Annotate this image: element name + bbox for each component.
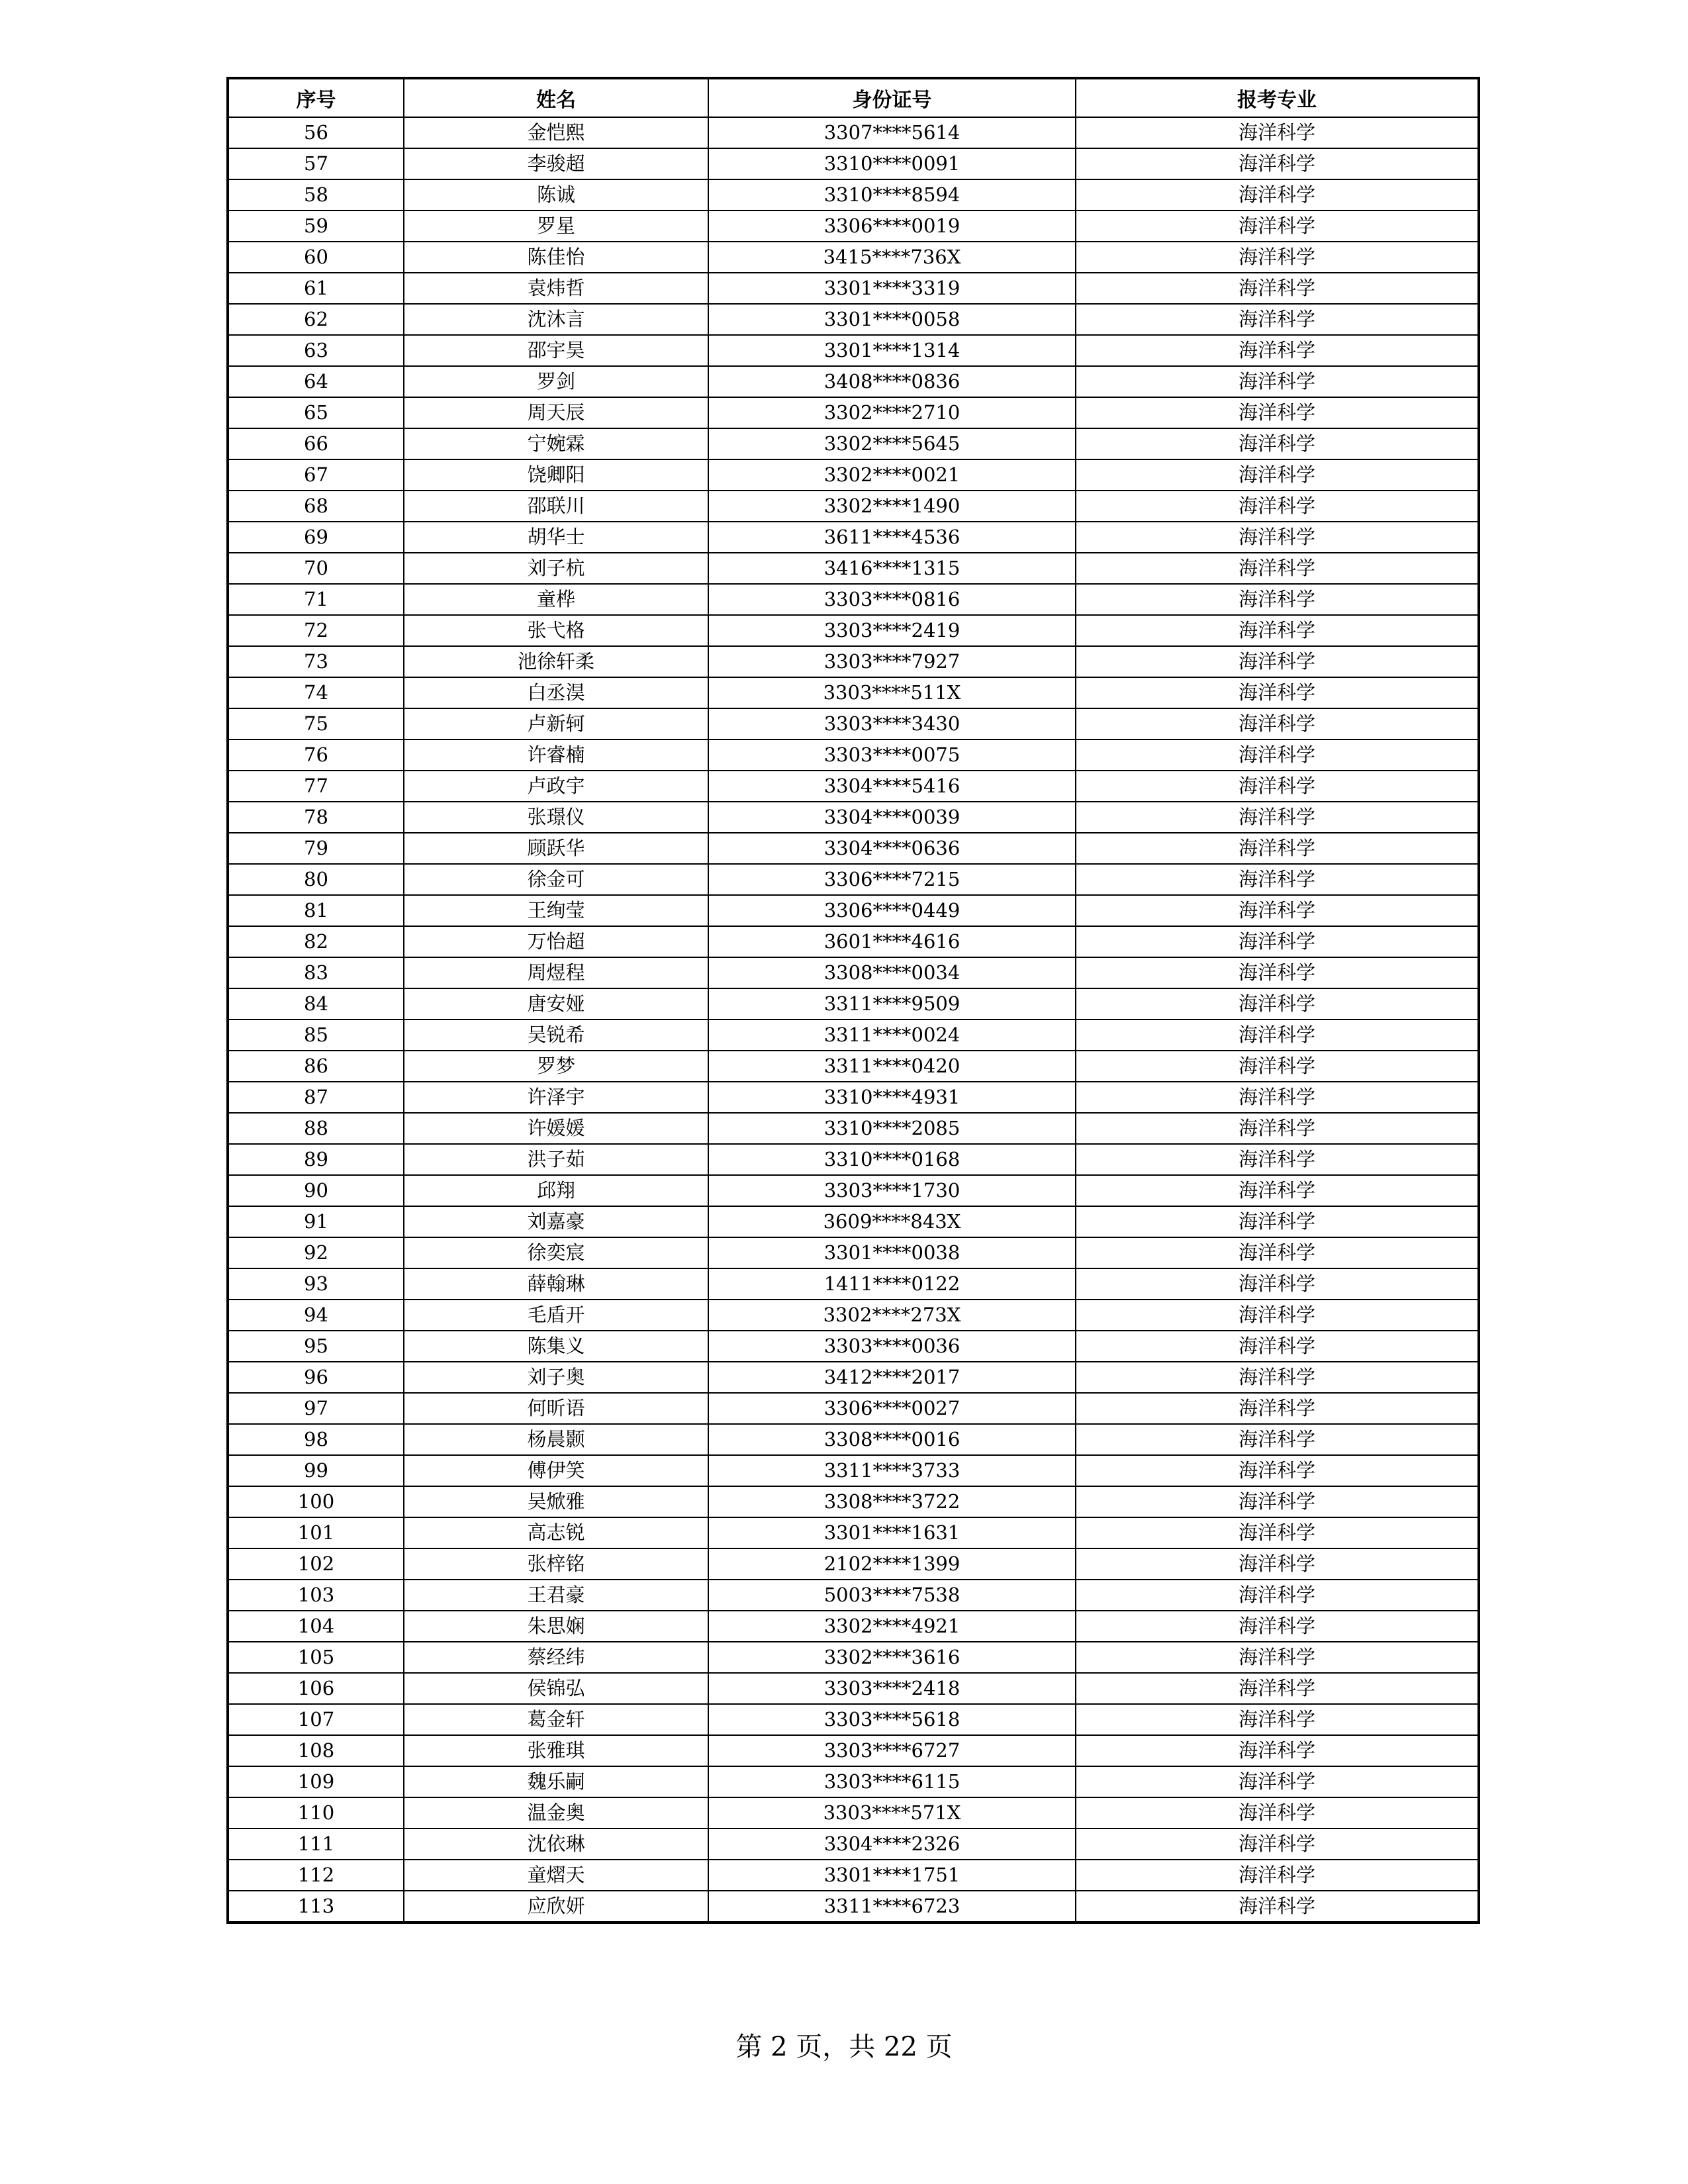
- table-row: [228, 1455, 1479, 1486]
- cell-index: 84: [228, 988, 404, 1020]
- cell-major: 海洋科学: [1076, 1082, 1479, 1113]
- cell-name: 周煜程: [404, 957, 708, 988]
- cell-index: 73: [228, 646, 404, 677]
- table-row: [228, 1424, 1479, 1455]
- cell-name: 张璟仪: [404, 802, 708, 833]
- cell-id-number: 3306****0449: [708, 895, 1076, 926]
- cell-id-number: 3310****8594: [708, 179, 1076, 211]
- cell-index: 69: [228, 522, 404, 553]
- table-row: [228, 1144, 1479, 1175]
- table-row: [228, 615, 1479, 646]
- table-row: [228, 117, 1479, 148]
- table-row: [228, 1642, 1479, 1673]
- cell-major: 海洋科学: [1076, 1704, 1479, 1735]
- table-row: [228, 1611, 1479, 1642]
- cell-major: 海洋科学: [1076, 864, 1479, 895]
- cell-id-number: 3311****0420: [708, 1051, 1076, 1082]
- cell-major: 海洋科学: [1076, 211, 1479, 242]
- cell-index: 86: [228, 1051, 404, 1082]
- cell-major: 海洋科学: [1076, 926, 1479, 957]
- cell-name: 何昕语: [404, 1393, 708, 1424]
- cell-major: 海洋科学: [1076, 1455, 1479, 1486]
- cell-index: 63: [228, 335, 404, 366]
- table-row: [228, 1020, 1479, 1051]
- table-row: [228, 1548, 1479, 1580]
- cell-index: 105: [228, 1642, 404, 1673]
- cell-name: 邱翔: [404, 1175, 708, 1206]
- table-row: [228, 988, 1479, 1020]
- cell-id-number: 3301****1631: [708, 1517, 1076, 1548]
- cell-major: 海洋科学: [1076, 1766, 1479, 1797]
- cell-index: 78: [228, 802, 404, 833]
- table-row: [228, 242, 1479, 273]
- cell-major: 海洋科学: [1076, 1051, 1479, 1082]
- cell-name: 王绚莹: [404, 895, 708, 926]
- cell-major: 海洋科学: [1076, 1237, 1479, 1268]
- cell-index: 93: [228, 1268, 404, 1300]
- cell-major: 海洋科学: [1076, 739, 1479, 771]
- cell-major: 海洋科学: [1076, 802, 1479, 833]
- table-row: [228, 1082, 1479, 1113]
- cell-index: 64: [228, 366, 404, 397]
- cell-index: 62: [228, 304, 404, 335]
- cell-name: 卢新轲: [404, 708, 708, 739]
- table-row: [228, 1300, 1479, 1331]
- cell-major: 海洋科学: [1076, 1331, 1479, 1362]
- table-row: [228, 1268, 1479, 1300]
- candidate-table: [226, 77, 1480, 1924]
- cell-name: 薛翰琳: [404, 1268, 708, 1300]
- cell-index: 108: [228, 1735, 404, 1766]
- table-row: [228, 1766, 1479, 1797]
- table-row: [228, 1828, 1479, 1860]
- cell-major: 海洋科学: [1076, 1548, 1479, 1580]
- table-row: [228, 864, 1479, 895]
- cell-name: 葛金轩: [404, 1704, 708, 1735]
- cell-index: 85: [228, 1020, 404, 1051]
- table-row: [228, 1331, 1479, 1362]
- cell-id-number: 3303****2419: [708, 615, 1076, 646]
- cell-id-number: 3601****4616: [708, 926, 1076, 957]
- cell-id-number: 3303****1730: [708, 1175, 1076, 1206]
- cell-major: 海洋科学: [1076, 459, 1479, 491]
- table-row: [228, 1362, 1479, 1393]
- cell-name: 刘子杭: [404, 553, 708, 584]
- cell-major: 海洋科学: [1076, 646, 1479, 677]
- cell-id-number: 3301****1751: [708, 1860, 1076, 1891]
- cell-name: 陈诚: [404, 179, 708, 211]
- cell-id-number: 3303****6727: [708, 1735, 1076, 1766]
- cell-id-number: 3302****273X: [708, 1300, 1076, 1331]
- cell-id-number: 3310****0091: [708, 148, 1076, 179]
- cell-id-number: 3611****4536: [708, 522, 1076, 553]
- cell-major: 海洋科学: [1076, 179, 1479, 211]
- table-row: [228, 211, 1479, 242]
- cell-major: 海洋科学: [1076, 1860, 1479, 1891]
- table-row: [228, 771, 1479, 802]
- cell-major: 海洋科学: [1076, 366, 1479, 397]
- cell-id-number: 3311****6723: [708, 1891, 1076, 1923]
- cell-index: 75: [228, 708, 404, 739]
- cell-id-number: 1411****0122: [708, 1268, 1076, 1300]
- cell-major: 海洋科学: [1076, 1300, 1479, 1331]
- cell-id-number: 3302****4921: [708, 1611, 1076, 1642]
- cell-index: 94: [228, 1300, 404, 1331]
- cell-name: 杨晨颢: [404, 1424, 708, 1455]
- cell-index: 103: [228, 1580, 404, 1611]
- cell-id-number: 3302****1490: [708, 491, 1076, 522]
- cell-id-number: 3303****571X: [708, 1797, 1076, 1828]
- cell-id-number: 3609****843X: [708, 1206, 1076, 1237]
- cell-id-number: 3301****1314: [708, 335, 1076, 366]
- table-row: [228, 957, 1479, 988]
- cell-name: 罗梦: [404, 1051, 708, 1082]
- cell-name: 吴锐希: [404, 1020, 708, 1051]
- column-header-id-number: 身份证号: [708, 78, 1076, 117]
- table-row: [228, 677, 1479, 708]
- cell-major: 海洋科学: [1076, 522, 1479, 553]
- table-row: [228, 1580, 1479, 1611]
- cell-id-number: 3306****0019: [708, 211, 1076, 242]
- cell-index: 110: [228, 1797, 404, 1828]
- cell-id-number: 2102****1399: [708, 1548, 1076, 1580]
- cell-id-number: 3308****0034: [708, 957, 1076, 988]
- cell-id-number: 3304****2326: [708, 1828, 1076, 1860]
- cell-name: 毛盾开: [404, 1300, 708, 1331]
- cell-name: 陈集义: [404, 1331, 708, 1362]
- cell-id-number: 3308****0016: [708, 1424, 1076, 1455]
- cell-major: 海洋科学: [1076, 988, 1479, 1020]
- cell-index: 65: [228, 397, 404, 428]
- cell-name: 白丞淏: [404, 677, 708, 708]
- table-row: [228, 1051, 1479, 1082]
- cell-name: 陈佳怡: [404, 242, 708, 273]
- cell-index: 68: [228, 491, 404, 522]
- cell-name: 魏乐嗣: [404, 1766, 708, 1797]
- table-row: [228, 1206, 1479, 1237]
- cell-name: 童桦: [404, 584, 708, 615]
- cell-id-number: 3416****1315: [708, 553, 1076, 584]
- cell-index: 58: [228, 179, 404, 211]
- page-number: 第 2 页，共 22 页: [735, 2032, 953, 2062]
- cell-major: 海洋科学: [1076, 553, 1479, 584]
- cell-name: 徐金可: [404, 864, 708, 895]
- cell-name: 许睿楠: [404, 739, 708, 771]
- cell-index: 98: [228, 1424, 404, 1455]
- cell-name: 侯锦弘: [404, 1673, 708, 1704]
- table-row: [228, 802, 1479, 833]
- cell-id-number: 3303****0075: [708, 739, 1076, 771]
- table-row: [228, 895, 1479, 926]
- cell-id-number: 3311****0024: [708, 1020, 1076, 1051]
- cell-name: 刘子奥: [404, 1362, 708, 1393]
- cell-name: 童熠天: [404, 1860, 708, 1891]
- cell-id-number: 3301****3319: [708, 273, 1076, 304]
- cell-name: 高志锐: [404, 1517, 708, 1548]
- cell-index: 101: [228, 1517, 404, 1548]
- cell-name: 袁炜哲: [404, 273, 708, 304]
- column-header-name: 姓名: [404, 78, 708, 117]
- cell-index: 71: [228, 584, 404, 615]
- table-row: [228, 1735, 1479, 1766]
- table-row: [228, 459, 1479, 491]
- table-row: [228, 179, 1479, 211]
- cell-major: 海洋科学: [1076, 584, 1479, 615]
- cell-id-number: 3303****5618: [708, 1704, 1076, 1735]
- cell-index: 77: [228, 771, 404, 802]
- table-row: [228, 553, 1479, 584]
- cell-name: 张雅琪: [404, 1735, 708, 1766]
- cell-name: 洪子茹: [404, 1144, 708, 1175]
- cell-id-number: 3302****5645: [708, 428, 1076, 459]
- table-row: [228, 366, 1479, 397]
- cell-id-number: 5003****7538: [708, 1580, 1076, 1611]
- table-row: [228, 739, 1479, 771]
- cell-index: 60: [228, 242, 404, 273]
- table-row: [228, 926, 1479, 957]
- cell-index: 89: [228, 1144, 404, 1175]
- cell-name: 张弋格: [404, 615, 708, 646]
- cell-index: 80: [228, 864, 404, 895]
- cell-index: 111: [228, 1828, 404, 1860]
- cell-major: 海洋科学: [1076, 148, 1479, 179]
- cell-name: 蔡经纬: [404, 1642, 708, 1673]
- cell-id-number: 3303****0036: [708, 1331, 1076, 1362]
- table-row: [228, 522, 1479, 553]
- cell-major: 海洋科学: [1076, 708, 1479, 739]
- table-row: [228, 1673, 1479, 1704]
- cell-id-number: 3301****0058: [708, 304, 1076, 335]
- cell-index: 67: [228, 459, 404, 491]
- cell-index: 61: [228, 273, 404, 304]
- cell-name: 沈依琳: [404, 1828, 708, 1860]
- column-header-index: 序号: [228, 78, 404, 117]
- cell-id-number: 3302****3616: [708, 1642, 1076, 1673]
- table-row: [228, 491, 1479, 522]
- cell-id-number: 3303****511X: [708, 677, 1076, 708]
- cell-index: 74: [228, 677, 404, 708]
- cell-name: 张梓铭: [404, 1548, 708, 1580]
- table-row: [228, 1175, 1479, 1206]
- cell-index: 76: [228, 739, 404, 771]
- cell-index: 96: [228, 1362, 404, 1393]
- cell-major: 海洋科学: [1076, 1424, 1479, 1455]
- cell-index: 87: [228, 1082, 404, 1113]
- cell-index: 95: [228, 1331, 404, 1362]
- table-row: [228, 1393, 1479, 1424]
- cell-major: 海洋科学: [1076, 1735, 1479, 1766]
- cell-index: 113: [228, 1891, 404, 1923]
- table-row: [228, 584, 1479, 615]
- cell-major: 海洋科学: [1076, 1020, 1479, 1051]
- cell-index: 90: [228, 1175, 404, 1206]
- cell-name: 罗星: [404, 211, 708, 242]
- cell-index: 70: [228, 553, 404, 584]
- cell-major: 海洋科学: [1076, 1175, 1479, 1206]
- table-row: [228, 708, 1479, 739]
- cell-major: 海洋科学: [1076, 895, 1479, 926]
- cell-id-number: 3303****6115: [708, 1766, 1076, 1797]
- cell-name: 饶卿阳: [404, 459, 708, 491]
- cell-major: 海洋科学: [1076, 833, 1479, 864]
- cell-major: 海洋科学: [1076, 397, 1479, 428]
- table-row: [228, 148, 1479, 179]
- cell-major: 海洋科学: [1076, 428, 1479, 459]
- cell-index: 82: [228, 926, 404, 957]
- cell-index: 106: [228, 1673, 404, 1704]
- cell-id-number: 3311****3733: [708, 1455, 1076, 1486]
- cell-id-number: 3306****0027: [708, 1393, 1076, 1424]
- cell-index: 97: [228, 1393, 404, 1424]
- cell-id-number: 3310****2085: [708, 1113, 1076, 1144]
- cell-name: 金恺熙: [404, 117, 708, 148]
- cell-name: 应欣妍: [404, 1891, 708, 1923]
- cell-id-number: 3415****736X: [708, 242, 1076, 273]
- cell-major: 海洋科学: [1076, 1673, 1479, 1704]
- cell-index: 57: [228, 148, 404, 179]
- table-body: [228, 117, 1479, 1923]
- cell-index: 112: [228, 1860, 404, 1891]
- cell-major: 海洋科学: [1076, 1642, 1479, 1673]
- cell-index: 99: [228, 1455, 404, 1486]
- cell-major: 海洋科学: [1076, 1268, 1479, 1300]
- cell-id-number: 3304****0039: [708, 802, 1076, 833]
- cell-index: 56: [228, 117, 404, 148]
- cell-major: 海洋科学: [1076, 1797, 1479, 1828]
- cell-index: 100: [228, 1486, 404, 1517]
- cell-index: 72: [228, 615, 404, 646]
- table-row: [228, 335, 1479, 366]
- cell-name: 宁婉霖: [404, 428, 708, 459]
- cell-id-number: 3311****9509: [708, 988, 1076, 1020]
- cell-major: 海洋科学: [1076, 117, 1479, 148]
- cell-major: 海洋科学: [1076, 1828, 1479, 1860]
- cell-id-number: 3301****0038: [708, 1237, 1076, 1268]
- cell-name: 池徐轩柔: [404, 646, 708, 677]
- table-row: [228, 646, 1479, 677]
- cell-index: 109: [228, 1766, 404, 1797]
- cell-name: 刘嘉豪: [404, 1206, 708, 1237]
- cell-major: 海洋科学: [1076, 273, 1479, 304]
- cell-major: 海洋科学: [1076, 677, 1479, 708]
- cell-major: 海洋科学: [1076, 491, 1479, 522]
- cell-major: 海洋科学: [1076, 1611, 1479, 1642]
- cell-major: 海洋科学: [1076, 957, 1479, 988]
- cell-major: 海洋科学: [1076, 771, 1479, 802]
- cell-major: 海洋科学: [1076, 1486, 1479, 1517]
- table-row: [228, 1891, 1479, 1923]
- cell-index: 79: [228, 833, 404, 864]
- cell-id-number: 3303****7927: [708, 646, 1076, 677]
- cell-name: 徐奕宸: [404, 1237, 708, 1268]
- cell-name: 吴焮雅: [404, 1486, 708, 1517]
- cell-index: 66: [228, 428, 404, 459]
- cell-id-number: 3310****4931: [708, 1082, 1076, 1113]
- cell-major: 海洋科学: [1076, 1891, 1479, 1923]
- cell-name: 周天辰: [404, 397, 708, 428]
- cell-index: 91: [228, 1206, 404, 1237]
- table-row: [228, 1486, 1479, 1517]
- cell-id-number: 3308****3722: [708, 1486, 1076, 1517]
- cell-major: 海洋科学: [1076, 1517, 1479, 1548]
- cell-major: 海洋科学: [1076, 1393, 1479, 1424]
- table-row: [228, 1860, 1479, 1891]
- cell-id-number: 3307****5614: [708, 117, 1076, 148]
- cell-id-number: 3310****0168: [708, 1144, 1076, 1175]
- table-row: [228, 397, 1479, 428]
- cell-id-number: 3303****2418: [708, 1673, 1076, 1704]
- cell-major: 海洋科学: [1076, 1206, 1479, 1237]
- cell-name: 万怡超: [404, 926, 708, 957]
- cell-major: 海洋科学: [1076, 1144, 1479, 1175]
- cell-major: 海洋科学: [1076, 335, 1479, 366]
- cell-id-number: 3303****0816: [708, 584, 1076, 615]
- cell-name: 唐安娅: [404, 988, 708, 1020]
- cell-major: 海洋科学: [1076, 1580, 1479, 1611]
- cell-name: 罗剑: [404, 366, 708, 397]
- cell-major: 海洋科学: [1076, 304, 1479, 335]
- cell-name: 许泽宇: [404, 1082, 708, 1113]
- table-row: [228, 1237, 1479, 1268]
- cell-name: 邵联川: [404, 491, 708, 522]
- cell-name: 胡华士: [404, 522, 708, 553]
- cell-name: 朱思娴: [404, 1611, 708, 1642]
- table-row: [228, 1517, 1479, 1548]
- cell-name: 傅伊笑: [404, 1455, 708, 1486]
- cell-name: 许媛媛: [404, 1113, 708, 1144]
- cell-index: 81: [228, 895, 404, 926]
- table-row: [228, 1113, 1479, 1144]
- cell-index: 92: [228, 1237, 404, 1268]
- table-row: [228, 428, 1479, 459]
- table-row: [228, 1704, 1479, 1735]
- cell-index: 59: [228, 211, 404, 242]
- cell-id-number: 3302****0021: [708, 459, 1076, 491]
- cell-name: 顾跃华: [404, 833, 708, 864]
- cell-id-number: 3408****0836: [708, 366, 1076, 397]
- table-row: [228, 273, 1479, 304]
- cell-major: 海洋科学: [1076, 1362, 1479, 1393]
- cell-id-number: 3306****7215: [708, 864, 1076, 895]
- cell-name: 邵宇昊: [404, 335, 708, 366]
- cell-id-number: 3304****0636: [708, 833, 1076, 864]
- cell-name: 沈沐言: [404, 304, 708, 335]
- cell-major: 海洋科学: [1076, 1113, 1479, 1144]
- table-row: [228, 304, 1479, 335]
- cell-index: 107: [228, 1704, 404, 1735]
- table-row: [228, 1797, 1479, 1828]
- cell-name: 卢政宇: [404, 771, 708, 802]
- cell-index: 83: [228, 957, 404, 988]
- cell-id-number: 3304****5416: [708, 771, 1076, 802]
- cell-name: 温金奥: [404, 1797, 708, 1828]
- cell-index: 104: [228, 1611, 404, 1642]
- column-header-major: 报考专业: [1076, 78, 1479, 117]
- table-row: [228, 833, 1479, 864]
- cell-index: 88: [228, 1113, 404, 1144]
- cell-major: 海洋科学: [1076, 615, 1479, 646]
- cell-id-number: 3303****3430: [708, 708, 1076, 739]
- cell-id-number: 3302****2710: [708, 397, 1076, 428]
- cell-major: 海洋科学: [1076, 242, 1479, 273]
- table-header-row: [228, 78, 1479, 117]
- cell-name: 李骏超: [404, 148, 708, 179]
- cell-name: 王君豪: [404, 1580, 708, 1611]
- cell-id-number: 3412****2017: [708, 1362, 1076, 1393]
- cell-index: 102: [228, 1548, 404, 1580]
